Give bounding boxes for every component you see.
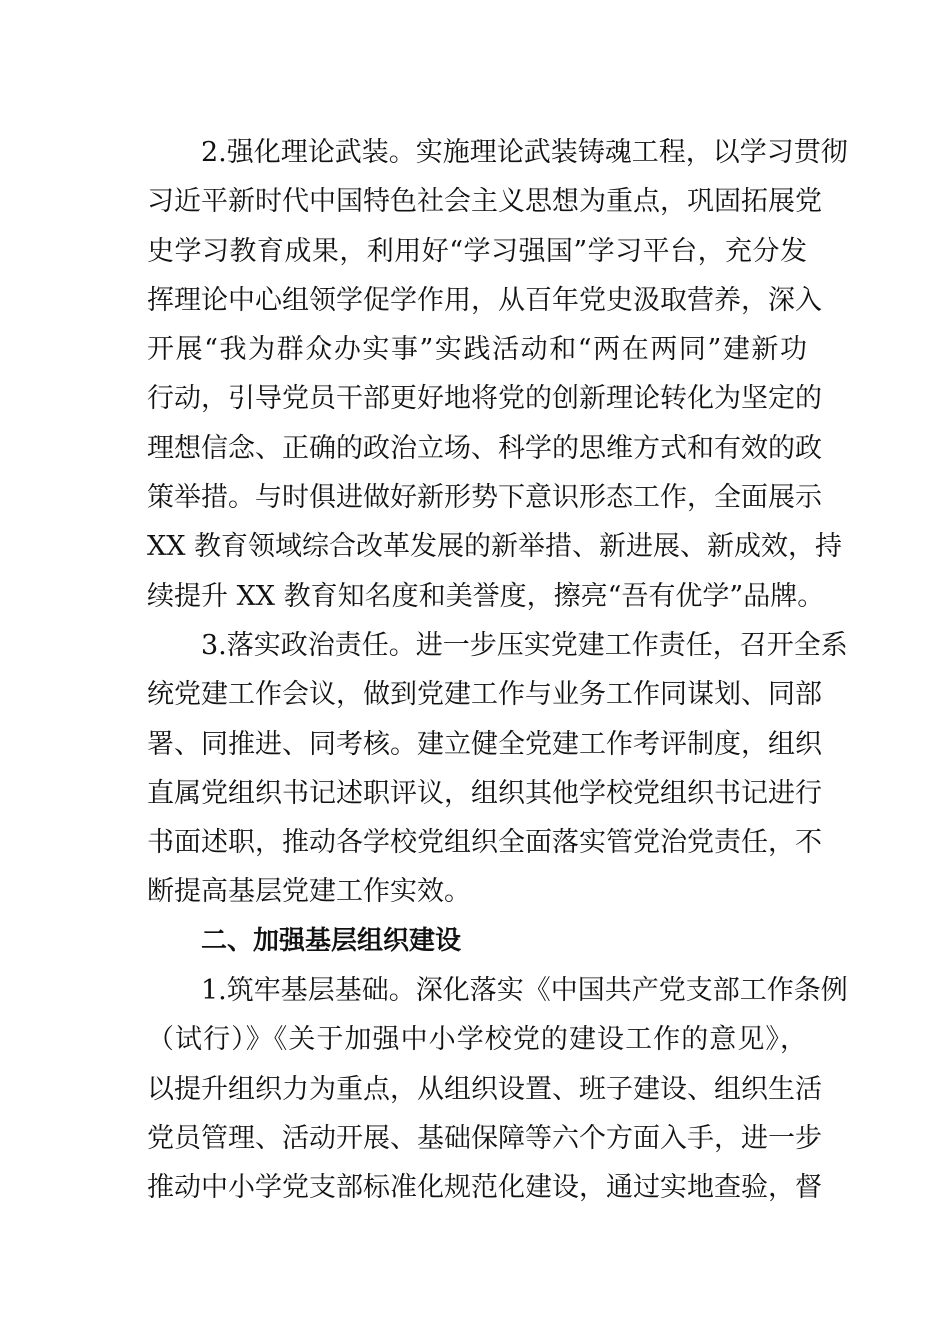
- paragraph-line: 开展“我为群众办实事”实践活动和“两在两同”建新功: [147, 334, 807, 366]
- paragraph-line: 续提升 XX 教育知名度和美誉度，擦亮“吾有优学”品牌。: [147, 580, 825, 612]
- document-body: [147, 128, 848, 1213]
- paragraph-line: 断提高基层党建工作实效。: [147, 876, 471, 908]
- paragraph-political-responsibility: [147, 621, 848, 917]
- paragraph-line: 习近平新时代中国特色社会主义思想为重点，巩固拓展党: [147, 186, 822, 218]
- paragraph-line: 行动，引导党员干部更好地将党的创新理论转化为坚定的: [147, 383, 822, 415]
- section-heading: [147, 917, 807, 966]
- paragraph-line: 党员管理、活动开展、基础保障等六个方面入手，进一步: [147, 1122, 822, 1154]
- paragraph-line: 2.强化理论武装。实施理论武装铸魂工程，以学习贯彻: [201, 137, 848, 168]
- paragraph-line: 3.落实政治责任。进一步压实党建工作责任，召开全系: [201, 629, 848, 661]
- paragraph-line: 挥理论中心组领学促学作用，从百年党史汲取营养，深入: [147, 284, 822, 316]
- paragraph-line: 推动中小学党支部标准化规范化建设，通过实地查验，督: [147, 1172, 822, 1204]
- paragraph-line: 策举措。与时俱进做好新形势下意识形态工作，全面展示: [147, 482, 822, 514]
- paragraph-strengthen-theory: [147, 128, 848, 621]
- paragraph-line: XX 教育领域综合改革发展的新举措、新进展、新成效，持: [147, 531, 843, 563]
- paragraph-line: 统党建工作会议，做到党建工作与业务工作同谋划、同部: [147, 679, 822, 711]
- section-heading-text: 二、加强基层组织建设: [201, 925, 462, 956]
- paragraph-line: （试行）》《关于加强中小学校党的建设工作的意见》，: [147, 1024, 807, 1056]
- paragraph-line: 史学习教育成果，利用好“学习强国”学习平台，充分发: [147, 235, 807, 267]
- paragraph-line: 书面述职，推动各学校党组织全面落实管党治党责任，不: [147, 827, 822, 859]
- paragraph-line: 理想信念、正确的政治立场、科学的思维方式和有效的政: [147, 432, 822, 464]
- paragraph-grassroots-foundation: [147, 966, 848, 1212]
- paragraph-line: 以提升组织力为重点，从组织设置、班子建设、组织生活: [147, 1073, 822, 1105]
- paragraph-line: 1.筑牢基层基础。深化落实《中国共产党支部工作条例: [201, 975, 848, 1007]
- paragraph-line: 署、同推进、同考核。建立健全党建工作考评制度，组织: [147, 728, 822, 760]
- paragraph-line: 直属党组织书记述职评议，组织其他学校党组织书记进行: [147, 777, 822, 809]
